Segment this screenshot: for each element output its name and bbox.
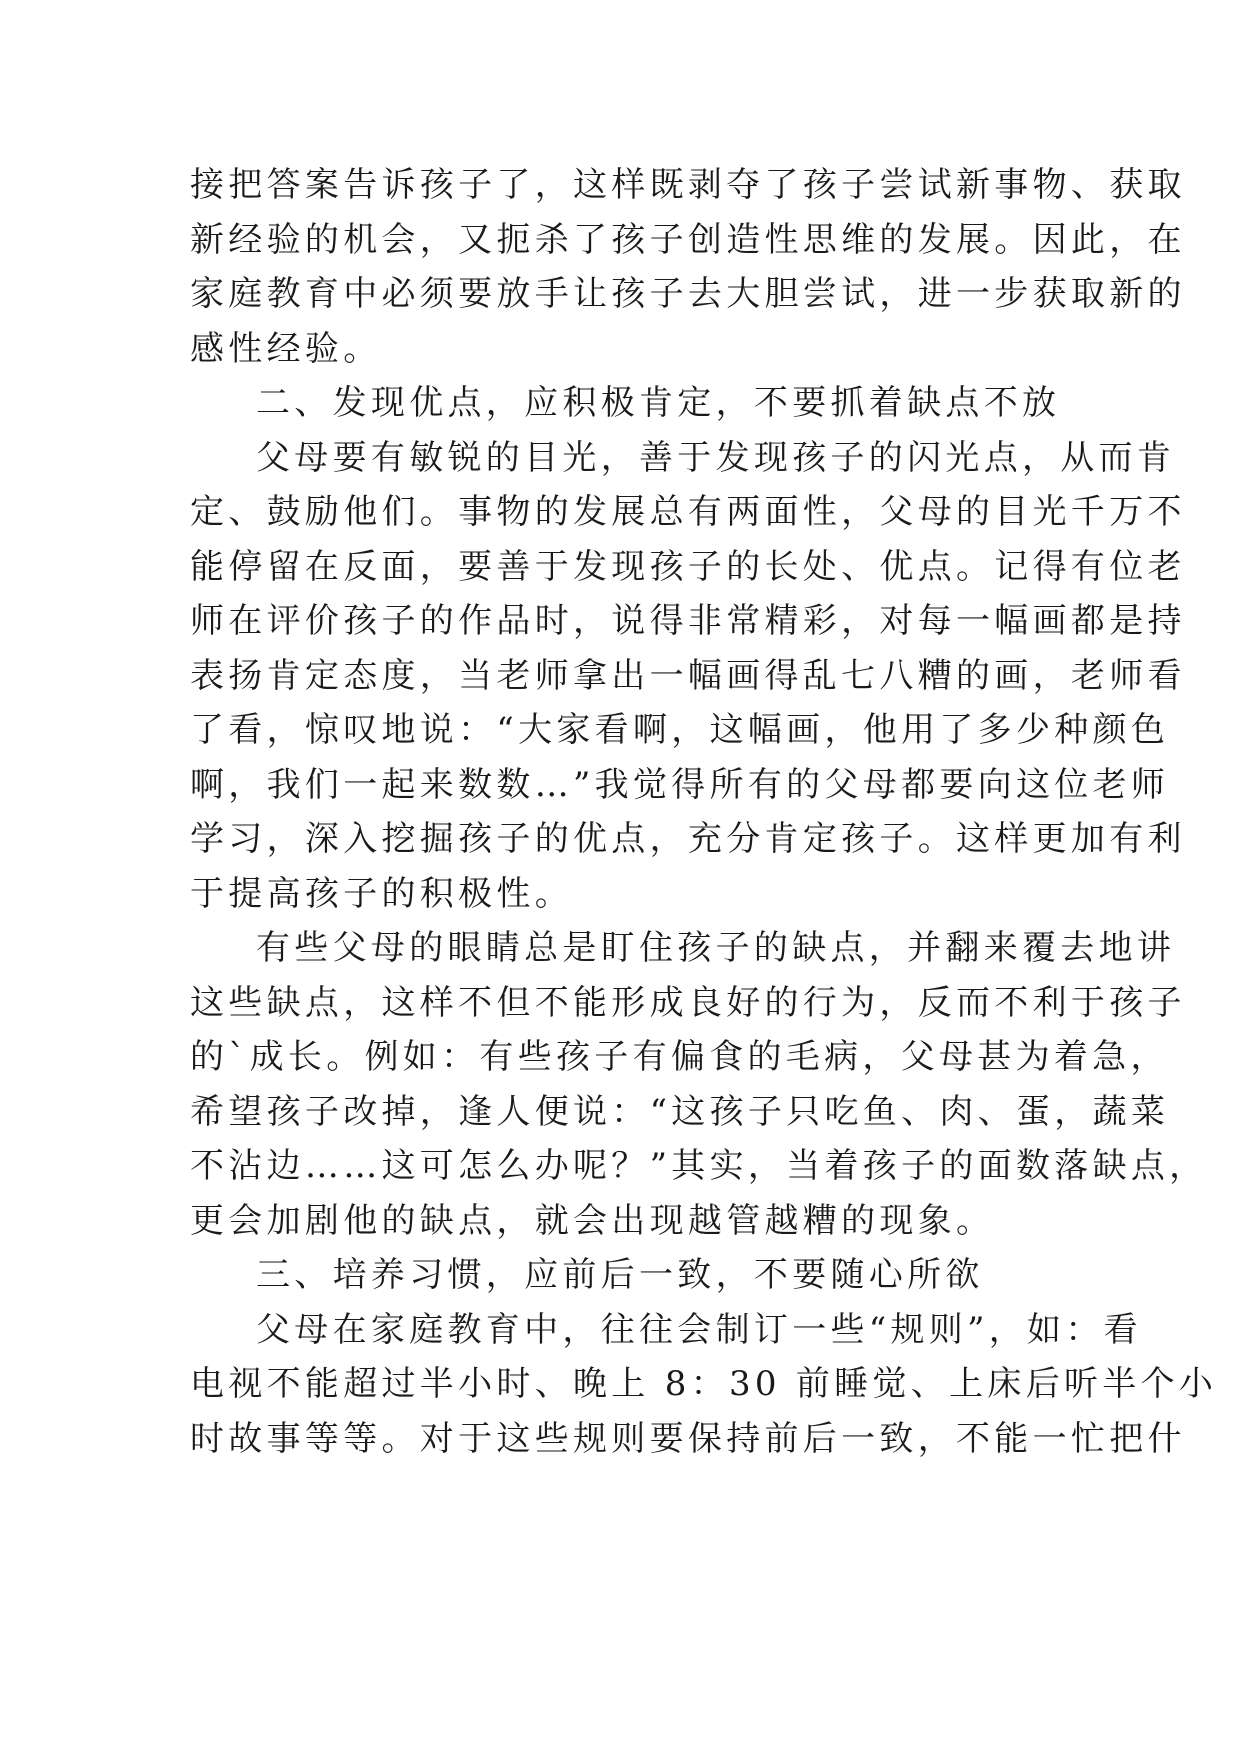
- text-line: 希望孩子改掉，逢人便说：“这孩子只吃鱼、肉、蛋，蔬菜: [190, 1091, 1170, 1132]
- text-line: 时故事等等。对于这些规则要保持前后一致，不能一忙把什: [190, 1418, 1186, 1459]
- text-line: 父母要有敏锐的目光，善于发现孩子的闪光点，从而肯: [256, 437, 1176, 478]
- text-line: 表扬肯定态度，当老师拿出一幅画得乱七八糟的画，老师看: [190, 655, 1186, 696]
- text-line: 不沾边……这可怎么办呢？”其实，当着孩子的面数落缺点，: [190, 1146, 1208, 1186]
- text-line: 有些父母的眼睛总是盯住孩子的缺点，并翻来覆去地讲: [256, 928, 1176, 968]
- text-line: 接把答案告诉孩子了，这样既剥夺了孩子尝试新事物、获取: [190, 165, 1186, 205]
- text-line: 父母在家庭教育中，往往会制订一些“规则”，如：看: [256, 1309, 1142, 1350]
- text-line: 感性经验。: [190, 328, 382, 369]
- text-line: 更会加剧他的缺点，就会出现越管越糟的现象。: [190, 1200, 995, 1241]
- text-line: 新经验的机会，又扼杀了孩子创造性思维的发展。因此，在: [190, 219, 1186, 260]
- document-body: [190, 158, 1218, 1466]
- text-line: 师在评价孩子的作品时，说得非常精彩，对每一幅画都是持: [190, 601, 1186, 641]
- text-line: 电视不能超过半小时、晚上 8：30 前睡觉、上床后听半个小: [190, 1364, 1218, 1404]
- text-line: 啊，我们一起来数数…”我觉得所有的父母都要向这位老师: [190, 764, 1170, 805]
- section-heading: 二、发现优点，应积极肯定，不要抓着缺点不放: [256, 383, 1061, 423]
- section-heading: 三、培养习惯，应前后一致，不要随心所欲: [256, 1255, 984, 1295]
- text-line: 这些缺点，这样不但不能形成良好的行为，反而不利于孩子: [190, 982, 1186, 1023]
- text-line: 定、鼓励他们。事物的发展总有两面性，父母的目光千万不: [190, 492, 1186, 532]
- text-line: 学习，深入挖掘孩子的优点，充分肯定孩子。这样更加有利: [190, 819, 1186, 859]
- text-line: 家庭教育中必须要放手让孩子去大胆尝试，进一步获取新的: [190, 274, 1186, 314]
- text-line: 于提高孩子的积极性。: [190, 873, 573, 914]
- text-line: 能停留在反面，要善于发现孩子的长处、优点。记得有位老: [190, 546, 1186, 587]
- text-line: 了看，惊叹地说：“大家看啊，这幅画，他用了多少种颜色: [190, 710, 1170, 750]
- text-line: 的`成长。例如：有些孩子有偏食的毛病，父母甚为着急，: [190, 1037, 1169, 1077]
